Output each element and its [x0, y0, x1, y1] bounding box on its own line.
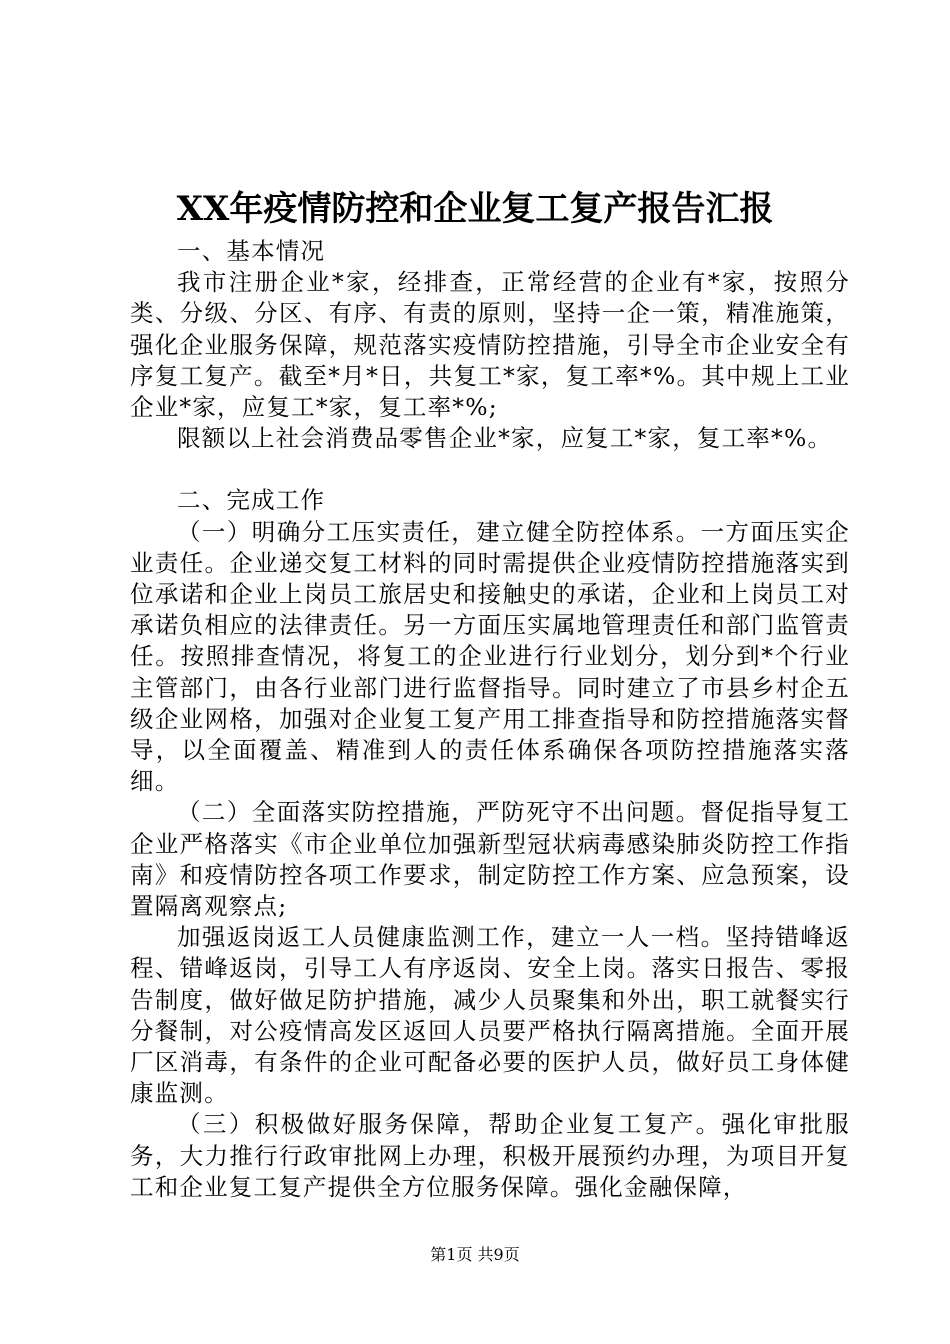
document-body [130, 236, 850, 1203]
page-footer: 第1页 共9页 [430, 1245, 520, 1264]
paragraph-item-1: （一）明确分工压实责任，建立健全防控体系。一方面压实企业责任。企业递交复工材料的同时需提供企业疫情防控措施落实到位承诺和企业上岗员工旅居史和接触史的承诺，企业和上岗员工对承诺负相应的法律责任。另一方面压实属地管理责任和部门监管责任。按照排查情况，将复工的企业进行行业划分，划分到*个行业主管部门，由各行业部门进行监督指导。同时建立了市县乡村企五级企业网格，加强对企业复工复产用工排查指导和防控措施落实督导，以全面覆盖、精准到人的责任体系确保各项防控措施落实落细。 [130, 517, 850, 796]
document-title: XX年疫情防控和企业复工复产报告汇报 [176, 189, 774, 229]
paragraph-retail-enterprises: 限额以上社会消费品零售企业*家，应复工*家，复工率*%。 [177, 424, 833, 453]
paragraph-basic-situation: 我市注册企业*家，经排查，正常经营的企业有*家，按照分类、分级、分区、有序、有责的原则，坚持一企一策，精准施策，强化企业服务保障，规范落实疫情防控措施，引导全市企业安全有序复工复产。截至*月*日，共复工*家，复工率*%。其中规上工业企业*家，应复工*家，复工率*%; [130, 268, 850, 422]
paragraph-item-3: （三）积极做好服务保障，帮助企业复工复产。强化审批服务，大力推行行政审批网上办理，积极开展预约办理，为项目开复工和企业复工复产提供全方位服务保障。强化金融保障， [130, 1110, 850, 1201]
section-heading-basic: 一、基本情况 [177, 237, 326, 265]
paragraph-health-monitoring: 加强返岗返工人员健康监测工作，建立一人一档。坚持错峰返程、错峰返岗，引导工人有序返岗、安全上岗。落实日报告、零报告制度，做好做足防护措施，减少人员聚集和外出，职工就餐实行分餐制，对公疫情高发区返回人员要严格执行隔离措施。全面开展厂区消毒，有条件的企业可配备必要的医护人员，做好员工身体健康监测。 [130, 923, 850, 1108]
paragraph-item-2: （二）全面落实防控措施，严防死守不出问题。督促指导复工企业严格落实《市企业单位加强新型冠状病毒感染肺炎防控工作指南》和疫情防控各项工作要求，制定防控工作方案、应急预案，设置隔离观察点; [130, 798, 850, 921]
section-heading-completed-work: 二、完成工作 [177, 486, 326, 515]
